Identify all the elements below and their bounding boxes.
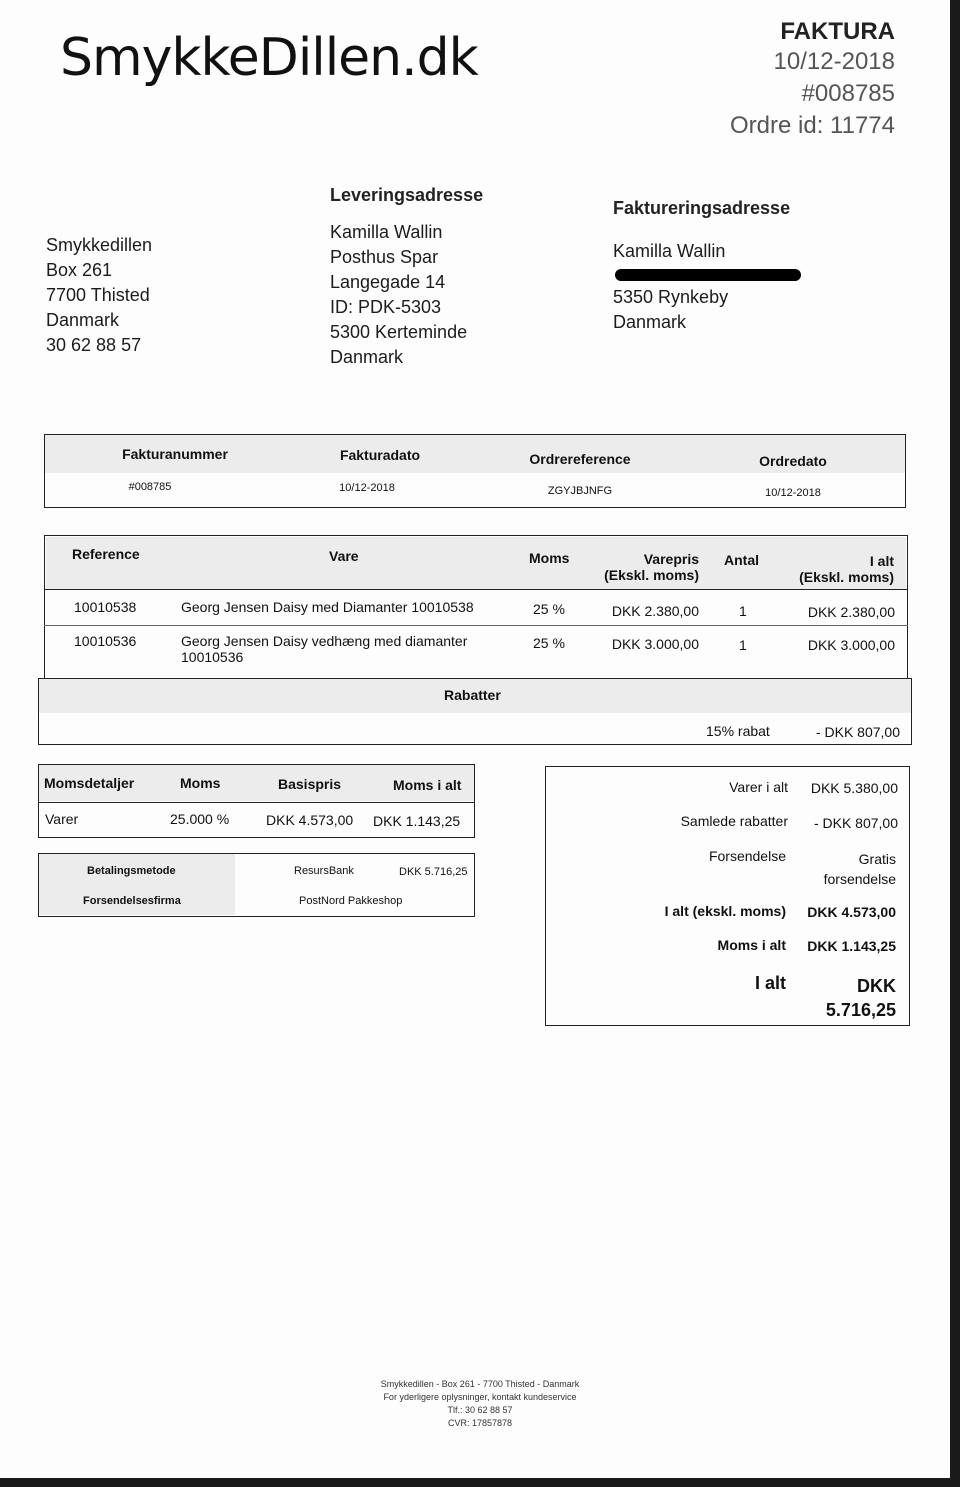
carrier-label: Forsendelsesfirma [83,895,181,907]
col-header-ialt-line2: (Ekskl. moms) [799,569,894,585]
vat-details-box [38,764,475,838]
meta-value: 10/12-2018 [765,487,821,499]
discount-value: - DKK 807,00 [815,724,900,740]
meta-value: ZGYJBJNFG [547,485,613,497]
grand-total-value [792,974,896,1022]
invoice-date: 10/12-2018 [773,48,895,75]
vat-header: Momsdetaljer [44,775,135,791]
invoice-meta-box [44,434,906,508]
payment-amount: DKK 5.716,25 [399,866,468,878]
items-table [44,535,908,745]
footer-line: Smykkedillen - Box 261 - 7700 Thisted - Danmark [380,1379,580,1389]
table-row-ref: 10010536 [74,633,137,649]
table-row-price: DKK 2.380,00 [611,603,699,619]
delivery-line: Danmark [330,347,404,367]
col-header-ialt [784,553,894,585]
carrier-value: PostNord Pakkeshop [299,895,403,907]
grand-total-currency: DKK [857,976,896,996]
discount-section [38,678,912,745]
footer-line: For yderligere oplysninger, kontakt kundeservice [383,1392,577,1402]
table-row-ref: 10010538 [74,599,137,615]
billing-country: Danmark [613,312,687,332]
table-row-total: DKK 2.380,00 [807,604,895,620]
redaction-bar [615,269,801,281]
col-header-reference: Reference [72,546,140,562]
shipping-value-line2: forsendelse [823,871,896,887]
col-header-vare: Vare [329,548,359,564]
table-row-price: DKK 3.000,00 [611,636,699,652]
meta-value: 10/12-2018 [339,482,395,494]
company-logo: SmykkeDillen.dk [60,28,478,88]
col-header-varepris-line1: Varepris [643,551,699,567]
meta-header: Fakturadato [339,447,421,463]
discount-label: 15% rabat [706,723,770,739]
company-name: Smykkedillen [46,235,153,255]
company-city: 7700 Thisted [46,285,150,305]
footer-line: Tlf.: 30 62 88 57 [447,1405,513,1415]
delivery-line: ID: PDK-5303 [330,297,442,317]
shipping-value-line1: Gratis [858,851,896,867]
totals-box [545,766,910,1026]
billing-address [613,196,801,335]
invoice-header [730,18,895,142]
order-id: Ordre id: 11774 [730,112,895,139]
col-header-varepris-line2: (Ekskl. moms) [604,567,699,583]
payment-method-value: ResursBank [294,865,354,877]
payment-method-label: Betalingsmetode [87,865,176,877]
col-header-antal: Antal [724,552,759,568]
table-row-qty: 1 [739,603,747,619]
company-address [46,233,152,358]
table-row-vare-line1: Georg Jensen Daisy vedhæng med diamanter [181,633,468,649]
grand-total-label: I alt [754,973,786,993]
company-phone: 30 62 88 57 [46,335,142,355]
discounts-total-value: - DKK 807,00 [813,815,898,831]
payment-box [38,853,475,917]
discounts-total-label: Samlede rabatter [680,813,788,829]
table-row-moms: 25 % [533,601,565,617]
company-country: Danmark [46,310,120,330]
footer-line: CVR: 17857878 [447,1418,513,1428]
subtotal-excl-value: DKK 4.573,00 [807,904,896,920]
delivery-heading: Leveringsadresse [330,185,484,205]
items-total-label: Varer i alt [729,779,788,795]
col-header-moms: Moms [529,550,570,566]
vat-header: Basispris [278,776,342,792]
grand-total-amount: 5.716,25 [825,1000,896,1020]
meta-header: Ordredato [759,453,827,469]
subtotal-excl-label: I alt (ekskl. moms) [664,903,786,919]
meta-header: Ordrereference [529,451,631,467]
table-row-vare [181,633,467,665]
delivery-line: Kamilla Wallin [330,222,443,242]
delivery-line: Posthus Spar [330,247,439,267]
col-header-varepris [589,551,699,583]
delivery-line: 5300 Kerteminde [330,322,468,342]
vat-cell: 25.000 % [170,811,230,827]
shipping-label: Forsendelse [708,848,786,864]
vat-total-label: Moms i alt [717,937,786,953]
company-street: Box 261 [46,260,113,280]
meta-header: Fakturanummer [122,446,228,462]
vat-total-value: DKK 1.143,25 [807,938,896,954]
billing-city: 5350 Rynkeby [613,287,729,307]
invoice-number: #008785 [801,80,895,107]
table-row-qty: 1 [739,637,747,653]
discount-heading: Rabatter [444,687,501,703]
billing-name: Kamilla Wallin [613,241,726,261]
vat-header: Moms [180,775,221,791]
page-footer [0,1378,960,1430]
table-row-vare-line2: 10010536 [181,649,244,665]
delivery-line: Langegade 14 [330,272,446,292]
vat-cell: Varer [45,811,79,827]
table-row-vare: Georg Jensen Daisy med Diamanter 10010538 [181,599,474,615]
invoice-title: FAKTURA [780,18,895,45]
vat-cell: DKK 1.143,25 [373,813,461,829]
delivery-address [330,183,483,370]
table-row-moms: 25 % [533,635,565,651]
col-header-ialt-line1: I alt [869,553,894,569]
shipping-value [792,849,896,889]
table-row-total: DKK 3.000,00 [807,637,895,653]
vat-header: Moms i alt [393,777,462,793]
vat-cell: DKK 4.573,00 [266,812,354,828]
meta-value: #008785 [128,481,172,493]
billing-heading: Faktureringsadresse [613,198,791,218]
items-total-value: DKK 5.380,00 [810,780,898,796]
